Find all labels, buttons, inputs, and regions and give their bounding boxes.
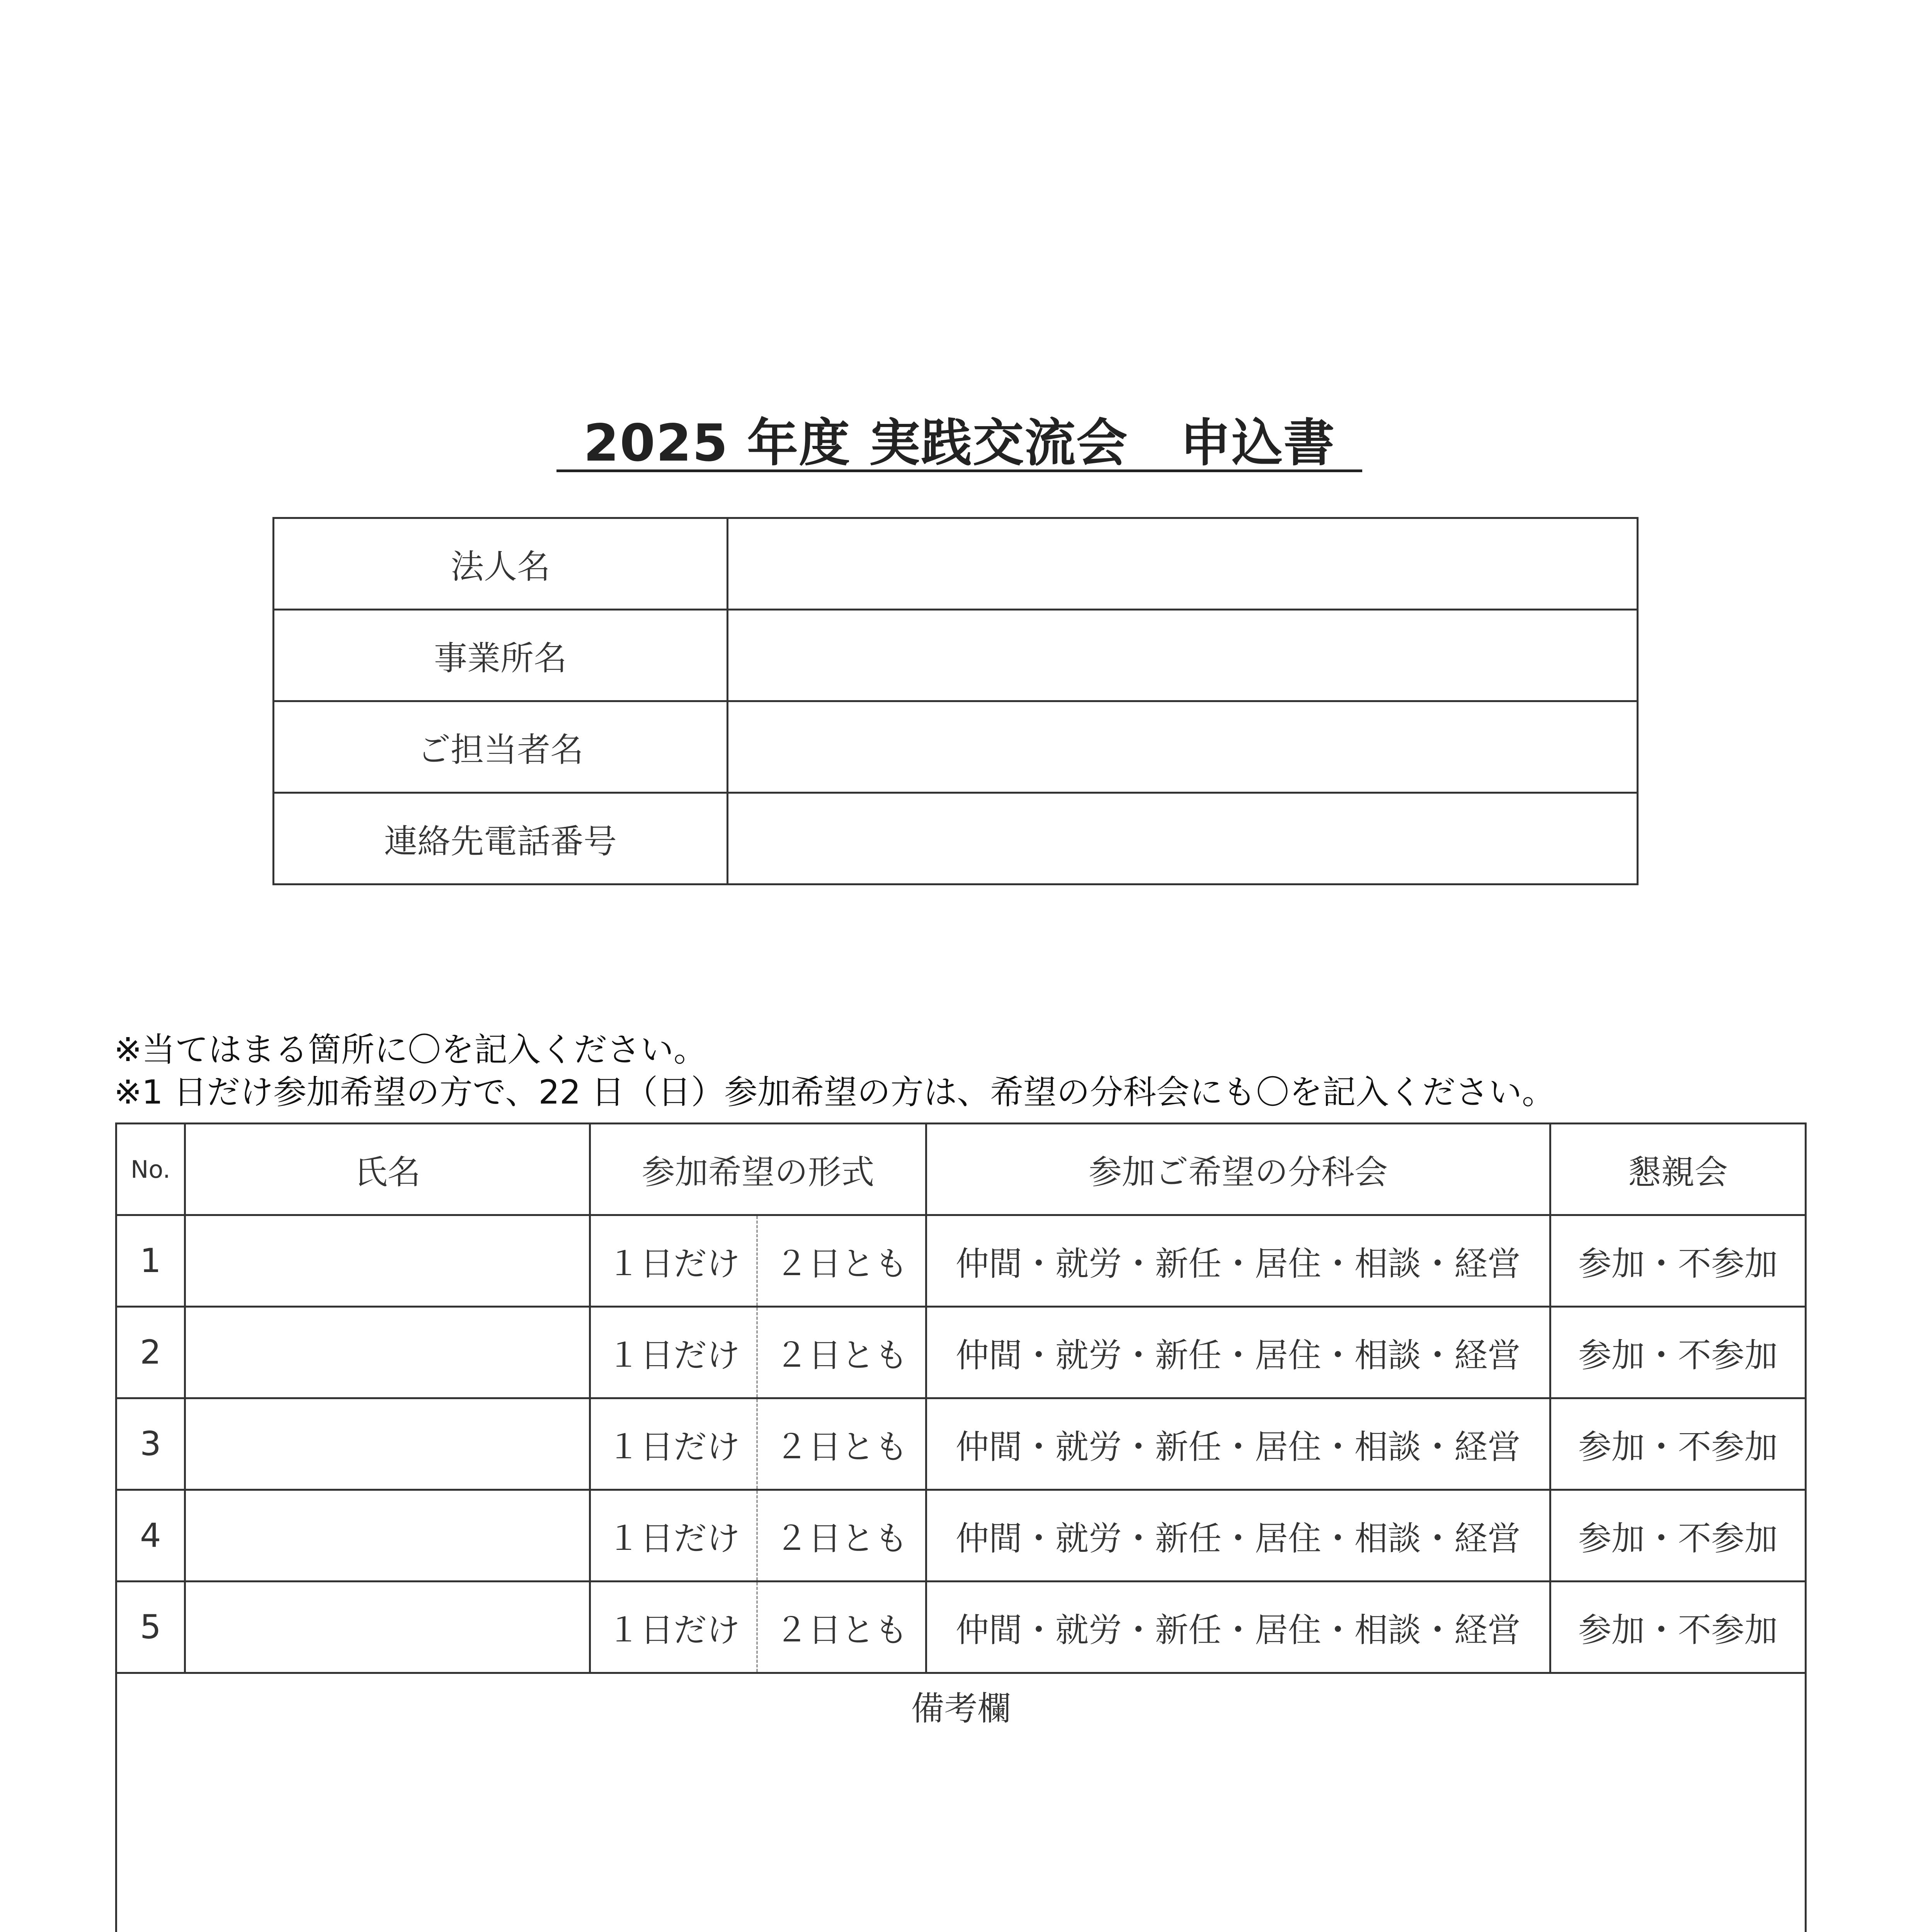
subgroup-options[interactable]: 仲間・就労・新任・居住・相談・経営 <box>926 1307 1550 1398</box>
info-row <box>274 701 1638 793</box>
phone-number-field[interactable] <box>728 793 1638 884</box>
attendee-name-field[interactable] <box>185 1490 590 1582</box>
subgroup-options[interactable]: 仲間・就労・新任・居住・相談・経営 <box>926 1398 1550 1490</box>
two-days-option[interactable]: ２日とも <box>757 1398 926 1490</box>
remarks-row <box>116 1673 1806 1932</box>
two-days-option[interactable]: ２日とも <box>757 1307 926 1398</box>
two-days-option[interactable]: ２日とも <box>757 1582 926 1673</box>
header-no: No. <box>116 1124 185 1215</box>
info-label: 事業所名 <box>274 610 728 701</box>
info-label: ご担当者名 <box>274 701 728 793</box>
remarks-field[interactable] <box>116 1673 1806 1932</box>
attendee-name-field[interactable] <box>185 1398 590 1490</box>
row-number: 1 <box>116 1215 185 1307</box>
party-options[interactable]: 参加・不参加 <box>1550 1307 1806 1398</box>
contact-person-field[interactable] <box>728 701 1638 793</box>
one-day-option[interactable]: １日だけ <box>590 1307 757 1398</box>
header-name: 氏名 <box>185 1124 590 1215</box>
table-row <box>116 1490 1806 1582</box>
party-options[interactable]: 参加・不参加 <box>1550 1490 1806 1582</box>
table-row <box>116 1307 1806 1398</box>
party-options[interactable]: 参加・不参加 <box>1550 1398 1806 1490</box>
table-row <box>116 1582 1806 1673</box>
row-number: 5 <box>116 1582 185 1673</box>
attendee-name-field[interactable] <box>185 1215 590 1307</box>
attendee-name-field[interactable] <box>185 1582 590 1673</box>
header-subgroup: 参加ご希望の分科会 <box>926 1124 1550 1215</box>
info-row <box>274 793 1638 884</box>
row-number: 3 <box>116 1398 185 1490</box>
party-options[interactable]: 参加・不参加 <box>1550 1215 1806 1307</box>
header-format: 参加希望の形式 <box>590 1124 926 1215</box>
one-day-option[interactable]: １日だけ <box>590 1215 757 1307</box>
attendee-table <box>115 1122 1807 1932</box>
page-title: 2025 年度 実践交流会 申込書 <box>556 417 1362 472</box>
two-days-option[interactable]: ２日とも <box>757 1215 926 1307</box>
remarks-label: 備考欄 <box>911 1689 1011 1728</box>
office-name-field[interactable] <box>728 610 1638 701</box>
header-row <box>116 1124 1806 1215</box>
note-2: ※1 日だけ参加希望の方で、22 日（日）参加希望の方は、希望の分科会にも〇を記入ください。 <box>114 1073 1555 1112</box>
header-party: 懇親会 <box>1550 1124 1806 1215</box>
subgroup-options[interactable]: 仲間・就労・新任・居住・相談・経営 <box>926 1215 1550 1307</box>
table-row <box>116 1398 1806 1490</box>
one-day-option[interactable]: １日だけ <box>590 1490 757 1582</box>
two-days-option[interactable]: ２日とも <box>757 1490 926 1582</box>
subgroup-options[interactable]: 仲間・就労・新任・居住・相談・経営 <box>926 1490 1550 1582</box>
info-label: 連絡先電話番号 <box>274 793 728 884</box>
info-label: 法人名 <box>274 518 728 610</box>
one-day-option[interactable]: １日だけ <box>590 1582 757 1673</box>
info-row <box>274 518 1638 610</box>
attendee-name-field[interactable] <box>185 1307 590 1398</box>
applicant-info-table <box>272 517 1639 885</box>
one-day-option[interactable]: １日だけ <box>590 1398 757 1490</box>
table-row <box>116 1215 1806 1307</box>
party-options[interactable]: 参加・不参加 <box>1550 1582 1806 1673</box>
note-1: ※当てはまる箇所に〇を記入ください。 <box>114 1031 707 1069</box>
row-number: 4 <box>116 1490 185 1582</box>
info-row <box>274 610 1638 701</box>
row-number: 2 <box>116 1307 185 1398</box>
corporation-name-field[interactable] <box>728 518 1638 610</box>
subgroup-options[interactable]: 仲間・就労・新任・居住・相談・経営 <box>926 1582 1550 1673</box>
